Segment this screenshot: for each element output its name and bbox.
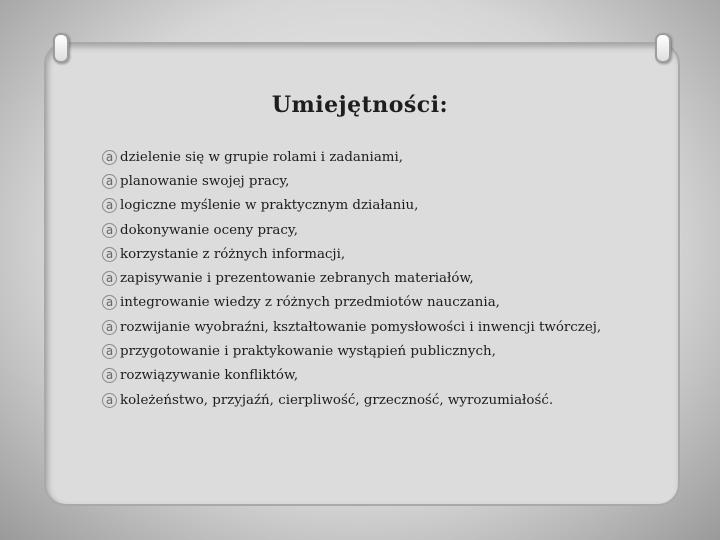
bullet-icon <box>102 391 120 408</box>
list-item <box>102 315 601 339</box>
list-item-text: rozwiązywanie konfliktów, <box>120 368 299 384</box>
list-item <box>102 242 601 266</box>
list-item <box>102 169 601 193</box>
list-item-text: zapisywanie i prezentowanie zebranych materiałów, <box>120 271 474 287</box>
list-item <box>102 339 601 363</box>
list-item-text: logiczne myślenie w praktycznym działaniu, <box>120 198 419 214</box>
list-item <box>102 194 601 218</box>
left-pin-icon <box>53 33 69 63</box>
list-item <box>102 266 601 290</box>
bullet-icon <box>102 172 120 189</box>
list-item-text: rozwijanie wyobraźni, kształtowanie pomysłowości i inwencji twórczej, <box>120 319 602 335</box>
right-pin-icon <box>655 33 671 63</box>
slide-title: Umiejętności: <box>271 92 449 118</box>
list-item-text: planowanie swojej pracy, <box>120 173 290 189</box>
list-item-text: korzystanie z różnych informacji, <box>120 246 346 262</box>
bullet-icon <box>102 366 120 383</box>
list-item-text: przygotowanie i praktykowanie wystąpień publicznych, <box>120 344 496 360</box>
list-item <box>102 388 601 412</box>
list-item <box>102 364 601 388</box>
bullet-icon <box>102 245 120 262</box>
list-item <box>102 291 601 315</box>
bullet-icon <box>102 269 120 286</box>
bullet-icon <box>102 293 120 310</box>
skills-list <box>102 145 601 412</box>
bullet-icon <box>102 342 120 359</box>
bullet-icon <box>102 196 120 213</box>
bullet-icon <box>102 148 120 165</box>
bullet-icon <box>102 318 120 335</box>
list-item-text: koleżeństwo, przyjaźń, cierpliwość, grzeczność, wyrozumiałość. <box>120 392 554 408</box>
bullet-icon <box>102 221 120 238</box>
list-item-text: dzielenie się w grupie rolami i zadaniami, <box>120 149 404 165</box>
list-item-text: integrowanie wiedzy z różnych przedmiotów nauczania, <box>120 295 500 311</box>
list-item <box>102 145 601 169</box>
list-item <box>102 218 601 242</box>
list-item-text: dokonywanie oceny pracy, <box>120 222 298 238</box>
